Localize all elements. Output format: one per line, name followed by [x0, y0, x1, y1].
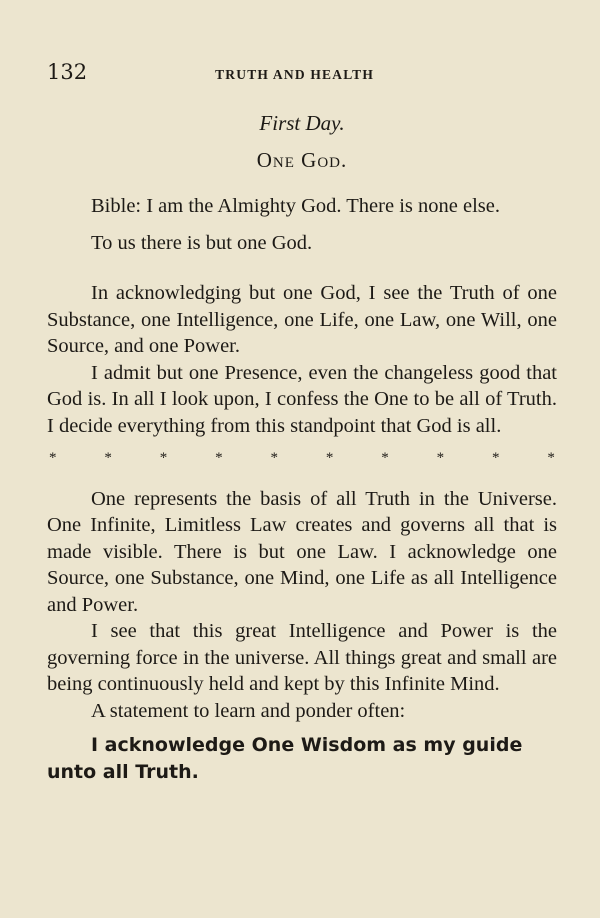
paragraph-universe: One represents the basis of all Truth in the Universe. One Infinite, Limitless Law creates and governs all that is made visible. There is but one Law. I acknowledge one Source, one Substance, one Mind, one Life as all Intelligence and Power.: [47, 487, 557, 616]
star-divider: [47, 445, 557, 472]
divider-star: *: [104, 450, 112, 466]
section-title: One God.: [256, 147, 348, 172]
divider-star: *: [49, 450, 57, 466]
page-header: [47, 60, 557, 84]
divider-star: *: [547, 450, 555, 466]
paragraph-one-god: To us there is but one God.: [91, 231, 313, 254]
closing-statement: I acknowledge One Wisdom as my guide unto all Truth.: [47, 734, 523, 783]
divider-star: *: [492, 450, 500, 466]
divider-star: *: [436, 450, 445, 466]
divider-star: *: [381, 450, 389, 466]
divider-star: *: [215, 450, 223, 466]
page-body: [47, 110, 557, 786]
paragraph-bible: Bible: I am the Almighty God. There is none else.: [91, 195, 500, 217]
divider-star: *: [325, 450, 334, 466]
divider-star: *: [270, 450, 278, 466]
day-title: First Day.: [259, 111, 345, 135]
paragraph-intelligence: I see that this great Intelligence and Power is the governing force in the universe. All things great and small are being continuously held and kept by this Infinite Mind.: [47, 620, 557, 695]
paragraph-presence: I admit but one Presence, even the changeless good that God is. In all I look upon, I confess the One to be all of Truth. I decide everything from this standpoint that God is all.: [47, 361, 557, 437]
running-title: TRUTH AND HEALTH: [215, 67, 375, 82]
page-number: 132: [47, 60, 88, 84]
paragraph-statement-intro: A statement to learn and ponder often:: [91, 699, 406, 722]
divider-star: *: [159, 450, 168, 466]
paragraph-acknowledging: In acknowledging but one God, I see the Truth of one Substance, one Intelligence, one Life, one Law, one Will, one Source, and one Power.: [47, 282, 557, 357]
